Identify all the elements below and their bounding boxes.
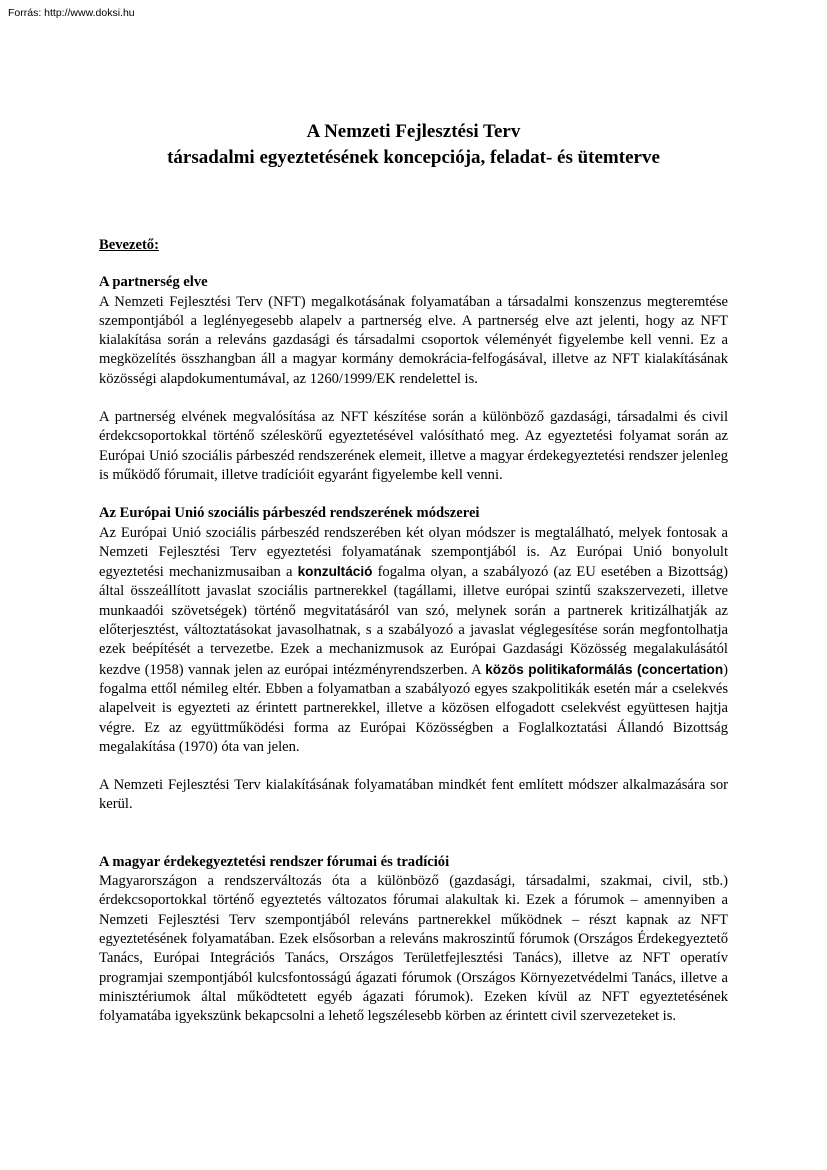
intro-heading: Bevezető: bbox=[99, 237, 159, 253]
title-line-2: társadalmi egyeztetésének koncepciója, feladat- és ütemterve bbox=[167, 147, 660, 168]
text-run: ) fogalma ettől némileg eltér. Ebben a folyamatban a szabályozó egyes szakpolitikák esetén már a cselekvés alapelveit is egyezteti az érintett partnerekkel, illetve a közösen elfogadott cselekvést együttesen hajtja végre. Ez az együttműködési forma az Európai Közösségben a Foglalkoztatási Állandó Bizottság megalakítása (1970) óta van jelen. bbox=[99, 661, 728, 755]
document-body bbox=[99, 236, 728, 1026]
source-url: Forrás: http://www.doksi.hu bbox=[8, 7, 135, 19]
title-line-1: A Nemzeti Fejlesztési Terv bbox=[306, 121, 521, 142]
term-concertation: közös politikaformálás (concertation bbox=[485, 661, 724, 677]
section-heading-partnership: A partnerség elve bbox=[99, 274, 208, 291]
section-heading-eu-dialogue: Az Európai Unió szociális párbeszéd rendszerének módszerei bbox=[99, 505, 480, 522]
paragraph: A Nemzeti Fejlesztési Terv (NFT) megalkotásának folyamatában a társadalmi konszenzus megteremtése szempontjából a leglényegesebb alapelv a partnerség elve. A partnerség elve azt jelenti, hogy az NFT kialakítása során a releváns gazdasági és társadalmi csoportok véleményét figyelembe kell venni. Ez a megközelítés összhangban áll a magyar kormány demokrácia-felfogásával, illetve az NFT kialakításának közösségi alapdokumentumával, az 1260/1999/EK rendelettel is. bbox=[99, 293, 728, 387]
paragraph bbox=[99, 524, 728, 758]
term-konzultacio: konzultáció bbox=[297, 564, 373, 580]
text-run: fogalma olyan, a szabályozó (az EU esetében a Bizottság) által összeállított javaslat szociális partnerekkel (tagállami, illetve európai szintű szakszervezeti, illetve munkaadói szövetségek) történő megvitatásáról van szó, melynek során a partnerek kritizálhatják az előterjesztést, változtatásokat javasolhatnak, s a szabályozó a javaslat véglegesítése során megfontolhatja ezek beépítését a tervezetbe. Ezek a mechanizmusok az Európai Gazdasági Közösség megalakulásától kezdve (1958) vannak jelen az európai intézményrendszerben. A bbox=[99, 564, 728, 678]
paragraph: A partnerség elvének megvalósítása az NFT készítése során a különböző gazdasági, társadalmi és civil érdekcsoportokkal történő széleskörű egyeztetésével valósítható meg. Az egyeztetési folyamat során az Európai Unió szociális párbeszéd rendszerének elemeit, illetve a magyar érdekegyeztetési rendszer jelenleg is működő fórumait, illetve tradícióit egyaránt figyelembe kell venni. bbox=[99, 409, 728, 483]
text-run: Az Európai Unió szociális párbeszéd rendszerében két olyan módszer is megtalálható, melyek fontosak a Nemzeti Fejlesztési Terv egyeztetési folyamatának szempontjából is. Az Európai Unió bonyolult egyeztetési mechanizmusaiban a bbox=[99, 524, 728, 581]
document-title bbox=[90, 119, 737, 171]
paragraph: A Nemzeti Fejlesztési Terv kialakításának folyamatában mindkét fent említett módszer alkalmazására sor kerül. bbox=[99, 777, 728, 813]
paragraph: Magyarországon a rendszerváltozás óta a különböző (gazdasági, társadalmi, szakmai, civil, stb.) érdekcsoportokkal történő egyeztetés változatos fórumai alakultak ki. Ezek a fórumok – amennyiben a Nemzeti Fejlesztési Terv szempontjából releváns partnerekkel működnek – részt kapnak az NFT egyeztetésének folyamatában. Ezek elsősorban a releváns makroszintű fórumok (Országos Érdekegyeztető Tanács, Európai Integrációs Tanács, Országos Területfejlesztési Tanács), illetve az NFT operatív programjai szempontjából kulcsfontosságú ágazati fórumok (Országos Környezetvédelmi Tanács, illetve a minisztériumok által működtetett egyéb ágazati fórumok). Ezeken kívül az NFT egyeztetésének folyamatába igyekszünk bekapcsolni a lehető legszélesebb körben az érintett civil szervezeteket is. bbox=[99, 873, 728, 1025]
section-heading-hungarian-forums: A magyar érdekegyeztetési rendszer fórumai és tradíciói bbox=[99, 853, 450, 870]
